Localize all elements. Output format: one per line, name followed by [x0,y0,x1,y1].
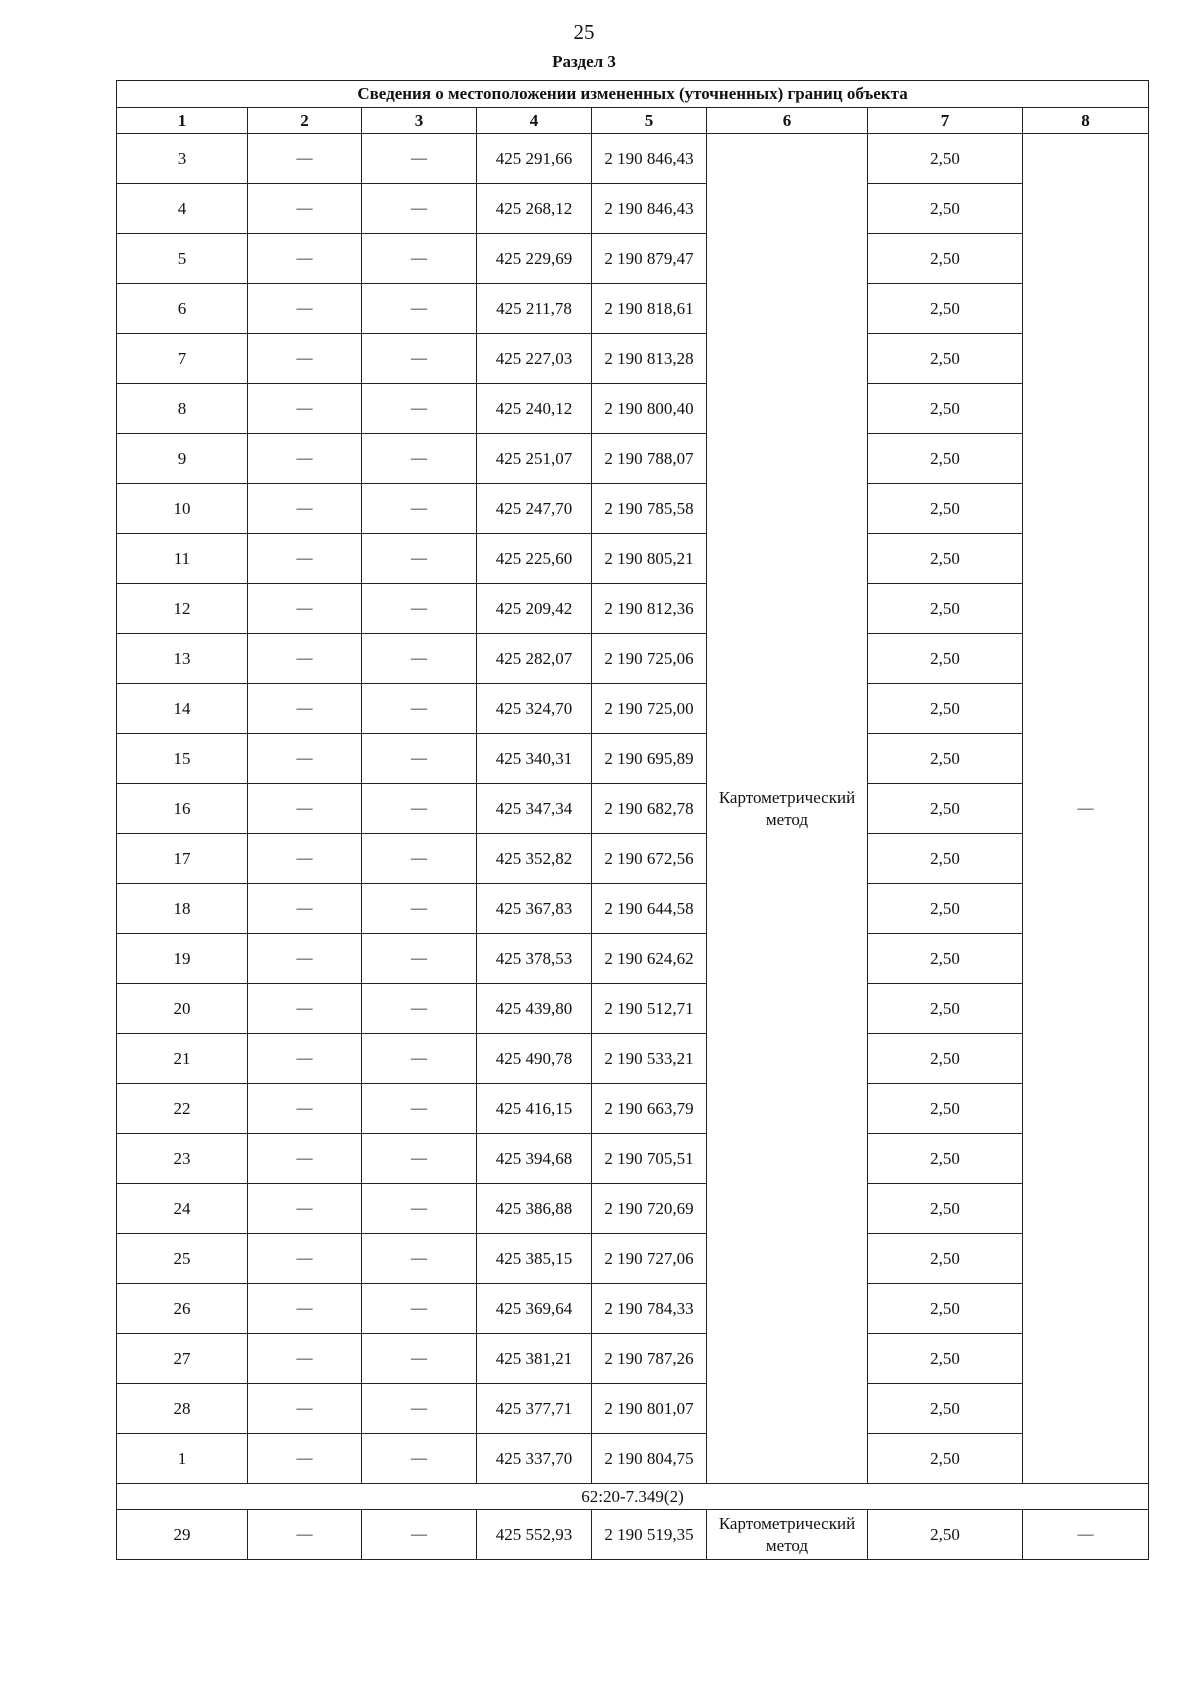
dash-cell: — [248,1084,362,1134]
x-coordinate-cell: 425 211,78 [477,284,592,334]
dash-cell: — [362,884,477,934]
accuracy-cell: 2,50 [868,1234,1023,1284]
accuracy-cell: 2,50 [868,534,1023,584]
x-coordinate-cell: 425 251,07 [477,434,592,484]
dash-cell: — [248,784,362,834]
dash-cell: — [362,1510,477,1560]
x-coordinate-cell: 425 209,42 [477,584,592,634]
dash-cell: — [362,284,477,334]
accuracy-cell: 2,50 [868,1134,1023,1184]
y-coordinate-cell: 2 190 705,51 [592,1134,707,1184]
y-coordinate-cell: 2 190 725,06 [592,634,707,684]
dash-cell: — [248,384,362,434]
x-coordinate-cell: 425 352,82 [477,834,592,884]
x-coordinate-cell: 425 367,83 [477,884,592,934]
dash-cell: — [248,134,362,184]
dash-cell: — [362,1434,477,1484]
dash-cell: — [362,1084,477,1134]
dash-cell: — [248,1434,362,1484]
accuracy-cell: 2,50 [868,584,1023,634]
dash-cell: — [362,134,477,184]
section-title: Раздел 3 [552,52,616,71]
dash-cell: — [362,484,477,534]
accuracy-cell: 2,50 [868,784,1023,834]
accuracy-cell: 2,50 [868,1034,1023,1084]
method-cell: Картометрический метод [707,134,868,1484]
x-coordinate-cell: 425 337,70 [477,1434,592,1484]
dash-cell: — [362,784,477,834]
table-row [117,634,1149,684]
y-coordinate-cell: 2 190 720,69 [592,1184,707,1234]
point-number-cell: 26 [117,1284,248,1334]
accuracy-cell: 2,50 [868,734,1023,784]
dash-cell: — [362,1134,477,1184]
point-number-cell: 9 [117,434,248,484]
y-coordinate-cell: 2 190 813,28 [592,334,707,384]
dash-cell: — [248,434,362,484]
parcel-group-label: 62:20-7.349(2) [117,1484,1149,1510]
accuracy-cell: 2,50 [868,884,1023,934]
point-number-cell: 27 [117,1334,248,1384]
table-row [117,1334,1149,1384]
accuracy-cell: 2,50 [868,184,1023,234]
dash-cell: — [248,1334,362,1384]
point-number-cell: 21 [117,1034,248,1084]
point-number-cell: 5 [117,234,248,284]
y-coordinate-cell: 2 190 846,43 [592,184,707,234]
dash-cell: — [362,1384,477,1434]
y-coordinate-cell: 2 190 787,26 [592,1334,707,1384]
table-row [117,434,1149,484]
point-number-cell: 17 [117,834,248,884]
table-row [117,1434,1149,1484]
accuracy-cell: 2,50 [868,434,1023,484]
accuracy-cell: 2,50 [868,284,1023,334]
dash-cell: — [362,1234,477,1284]
point-number-cell: 12 [117,584,248,634]
x-coordinate-cell: 425 324,70 [477,684,592,734]
point-number-cell: 20 [117,984,248,1034]
dash-cell: — [248,934,362,984]
table-row [117,484,1149,534]
dash-cell: — [248,234,362,284]
y-coordinate-cell: 2 190 812,36 [592,584,707,634]
accuracy-cell: 2,50 [868,484,1023,534]
point-number-cell: 4 [117,184,248,234]
table-row [117,1284,1149,1334]
dash-cell: — [248,1184,362,1234]
dash-cell: — [248,1234,362,1284]
dash-cell: — [248,1134,362,1184]
y-coordinate-cell: 2 190 533,21 [592,1034,707,1084]
accuracy-cell: 2,50 [868,934,1023,984]
dash-cell: — [248,984,362,1034]
x-coordinate-cell: 425 291,66 [477,134,592,184]
x-coordinate-cell: 425 247,70 [477,484,592,534]
table-caption: Сведения о местоположении измененных (уточненных) границ объекта [117,81,1149,108]
table-row [117,1384,1149,1434]
table-row [117,1084,1149,1134]
x-coordinate-cell: 425 385,15 [477,1234,592,1284]
y-coordinate-cell: 2 190 727,06 [592,1234,707,1284]
point-number-cell: 13 [117,634,248,684]
table-row [117,134,1149,184]
dash-cell: — [248,534,362,584]
method-cell: Картометрический метод [707,1510,868,1560]
y-coordinate-cell: 2 190 788,07 [592,434,707,484]
column-number: 1 [117,108,248,134]
dash-cell: — [362,1334,477,1384]
accuracy-cell: 2,50 [868,1284,1023,1334]
table-row [117,1184,1149,1234]
accuracy-cell: 2,50 [868,634,1023,684]
dash-cell: — [248,1384,362,1434]
table-row [117,384,1149,434]
point-number-cell: 16 [117,784,248,834]
y-coordinate-cell: 2 190 805,21 [592,534,707,584]
point-number-cell: 11 [117,534,248,584]
point-number-cell: 10 [117,484,248,534]
x-coordinate-cell: 425 378,53 [477,934,592,984]
point-number-cell: 1 [117,1434,248,1484]
point-number-cell: 24 [117,1184,248,1234]
table-row [117,934,1149,984]
accuracy-cell: 2,50 [868,134,1023,184]
column-number: 5 [592,108,707,134]
y-coordinate-cell: 2 190 672,56 [592,834,707,884]
y-coordinate-cell: 2 190 879,47 [592,234,707,284]
x-coordinate-cell: 425 377,71 [477,1384,592,1434]
accuracy-cell: 2,50 [868,1184,1023,1234]
dash-cell: — [248,1284,362,1334]
x-coordinate-cell: 425 394,68 [477,1134,592,1184]
table-row [117,1134,1149,1184]
column-number-row [117,108,1149,134]
y-coordinate-cell: 2 190 682,78 [592,784,707,834]
boundary-coordinates-table [116,80,1149,1560]
column-number: 4 [477,108,592,134]
column-number: 3 [362,108,477,134]
x-coordinate-cell: 425 381,21 [477,1334,592,1384]
dash-cell: — [362,1284,477,1334]
table-row [117,584,1149,634]
accuracy-cell: 2,50 [868,384,1023,434]
dash-cell: — [362,934,477,984]
table-row [117,184,1149,234]
dash-cell: — [248,834,362,884]
dash-cell: — [362,984,477,1034]
column-number: 6 [707,108,868,134]
point-number-cell: 7 [117,334,248,384]
point-number-cell: 23 [117,1134,248,1184]
accuracy-cell: 2,50 [868,234,1023,284]
table-row [117,884,1149,934]
x-coordinate-cell: 425 416,15 [477,1084,592,1134]
point-number-cell: 19 [117,934,248,984]
dash-cell: — [362,1184,477,1234]
column-number: 7 [868,108,1023,134]
dash-cell: — [362,234,477,284]
x-coordinate-cell: 425 347,34 [477,784,592,834]
dash-cell: — [248,734,362,784]
column-number: 8 [1023,108,1149,134]
dash-cell: — [362,634,477,684]
dash-cell: — [362,734,477,784]
table-row [117,734,1149,784]
dash-cell: — [362,534,477,584]
dash-cell: — [362,384,477,434]
dash-cell: — [248,584,362,634]
table-row [117,1234,1149,1284]
x-coordinate-cell: 425 439,80 [477,984,592,1034]
y-coordinate-cell: 2 190 785,58 [592,484,707,534]
dash-cell: — [248,684,362,734]
y-coordinate-cell: 2 190 695,89 [592,734,707,784]
accuracy-cell: 2,50 [868,984,1023,1034]
dash-cell: — [248,1034,362,1084]
y-coordinate-cell: 2 190 512,71 [592,984,707,1034]
dash-cell: — [248,284,362,334]
x-coordinate-cell: 425 369,64 [477,1284,592,1334]
dash-cell: — [362,684,477,734]
accuracy-cell: 2,50 [868,684,1023,734]
y-coordinate-cell: 2 190 804,75 [592,1434,707,1484]
x-coordinate-cell: 425 240,12 [477,384,592,434]
table-row [117,834,1149,884]
dash-cell: — [362,434,477,484]
y-coordinate-cell: 2 190 784,33 [592,1284,707,1334]
dash-cell: — [362,1034,477,1084]
table-row [117,784,1149,834]
accuracy-cell: 2,50 [868,1510,1023,1560]
y-coordinate-cell: 2 190 519,35 [592,1510,707,1560]
point-number-cell: 22 [117,1084,248,1134]
dash-cell: — [248,884,362,934]
y-coordinate-cell: 2 190 725,00 [592,684,707,734]
table-row [117,984,1149,1034]
accuracy-cell: 2,50 [868,1434,1023,1484]
dash-cell: — [248,484,362,534]
x-coordinate-cell: 425 282,07 [477,634,592,684]
accuracy-cell: 2,50 [868,334,1023,384]
dash-cell: — [362,334,477,384]
y-coordinate-cell: 2 190 846,43 [592,134,707,184]
dash-cell: — [248,184,362,234]
point-number-cell: 18 [117,884,248,934]
accuracy-cell: 2,50 [868,1084,1023,1134]
y-coordinate-cell: 2 190 644,58 [592,884,707,934]
y-coordinate-cell: 2 190 801,07 [592,1384,707,1434]
x-coordinate-cell: 425 552,93 [477,1510,592,1560]
x-coordinate-cell: 425 229,69 [477,234,592,284]
table-row [117,534,1149,584]
dash-cell: — [1023,134,1149,1484]
point-number-cell: 8 [117,384,248,434]
point-number-cell: 14 [117,684,248,734]
point-number-cell: 29 [117,1510,248,1560]
table-row [117,1510,1149,1560]
x-coordinate-cell: 425 227,03 [477,334,592,384]
dash-cell: — [248,634,362,684]
table-row [117,334,1149,384]
point-number-cell: 15 [117,734,248,784]
accuracy-cell: 2,50 [868,1334,1023,1384]
y-coordinate-cell: 2 190 624,62 [592,934,707,984]
accuracy-cell: 2,50 [868,834,1023,884]
dash-cell: — [248,1510,362,1560]
dash-cell: — [248,334,362,384]
point-number-cell: 3 [117,134,248,184]
y-coordinate-cell: 2 190 800,40 [592,384,707,434]
y-coordinate-cell: 2 190 818,61 [592,284,707,334]
dash-cell: — [362,184,477,234]
x-coordinate-cell: 425 340,31 [477,734,592,784]
page-number: 25 [573,20,595,44]
dash-cell: — [1023,1510,1149,1560]
x-coordinate-cell: 425 225,60 [477,534,592,584]
accuracy-cell: 2,50 [868,1384,1023,1434]
table-row [117,284,1149,334]
point-number-cell: 6 [117,284,248,334]
dash-cell: — [362,834,477,884]
dash-cell: — [362,584,477,634]
y-coordinate-cell: 2 190 663,79 [592,1084,707,1134]
table-row [117,1034,1149,1084]
table-row [117,234,1149,284]
column-number: 2 [248,108,362,134]
point-number-cell: 28 [117,1384,248,1434]
point-number-cell: 25 [117,1234,248,1284]
x-coordinate-cell: 425 268,12 [477,184,592,234]
x-coordinate-cell: 425 490,78 [477,1034,592,1084]
x-coordinate-cell: 425 386,88 [477,1184,592,1234]
table-row [117,684,1149,734]
